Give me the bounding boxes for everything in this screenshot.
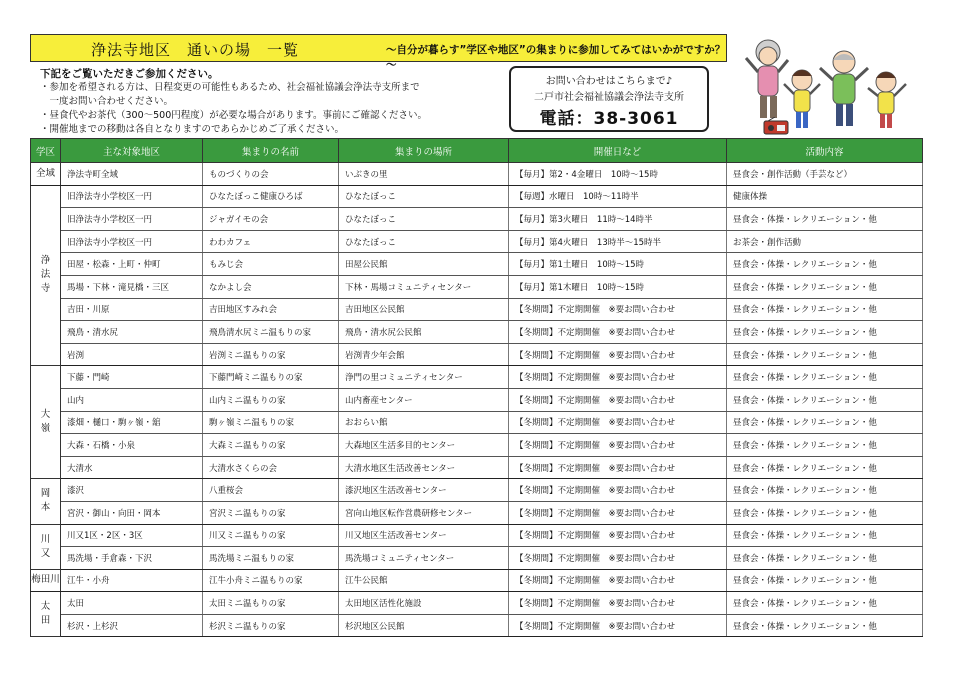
col-header-district: 学区 — [31, 139, 61, 163]
activity-cell: 昼食会・体操・レクリエーション・他 — [727, 321, 923, 344]
table-row — [31, 275, 923, 298]
area-cell: 江牛・小舟 — [61, 569, 203, 592]
table-row — [31, 321, 923, 344]
col-header-place: 集まりの場所 — [339, 139, 509, 163]
notes-line: ・開催地までの移動は各自となりますのであらかじめご了承ください。 — [40, 124, 345, 135]
place-cell: 漆沢地区生活改善センター — [339, 479, 509, 502]
place-cell: ひなたぼっこ — [339, 230, 509, 253]
notes-line: ・参加を希望される方は、日程変更の可能性もあるため、社会福祉協議会浄法寺支所まで — [40, 82, 420, 93]
area-cell: 川又1区・2区・3区 — [61, 524, 203, 547]
district-cell: 梅田川 — [31, 569, 61, 592]
place-cell: 大清水地区生活改善センター — [339, 456, 509, 479]
schedule-cell: 【冬期間】不定期開催 ※要お問い合わせ — [509, 479, 727, 502]
area-cell: 旧浄法寺小学校区一円 — [61, 185, 203, 208]
place-cell: 岩渕青少年会館 — [339, 343, 509, 366]
area-cell: 大清水 — [61, 456, 203, 479]
place-cell: 田屋公民館 — [339, 253, 509, 276]
area-cell: 馬洗場・手倉森・下沢 — [61, 547, 203, 570]
activity-cell: 昼食会・体操・レクリエーション・他 — [727, 524, 923, 547]
group-name-cell: 馬洗場ミニ温もりの家 — [203, 547, 339, 570]
contact-box — [509, 66, 709, 132]
page-title: 浄法寺地区 通いの場 一覧 — [91, 41, 300, 59]
col-header-activity: 活動内容 — [727, 139, 923, 163]
activity-cell: 昼食会・体操・レクリエーション・他 — [727, 388, 923, 411]
group-name-cell: ジャガイモの会 — [203, 208, 339, 231]
schedule-cell: 【冬期間】不定期開催 ※要お問い合わせ — [509, 501, 727, 524]
table-row — [31, 592, 923, 615]
area-cell: 飛鳥・清水尻 — [61, 321, 203, 344]
schedule-cell: 【冬期間】不定期開催 ※要お問い合わせ — [509, 343, 727, 366]
activity-cell: 昼食会・体操・レクリエーション・他 — [727, 343, 923, 366]
group-name-cell: 宮沢ミニ温もりの家 — [203, 501, 339, 524]
table-row — [31, 434, 923, 457]
district-cell: 大 嶺 — [31, 366, 61, 479]
activity-cell: 昼食会・体操・レクリエーション・他 — [727, 434, 923, 457]
activity-cell: 昼食会・創作活動（手芸など） — [727, 163, 923, 186]
table-row — [31, 456, 923, 479]
table-row — [31, 614, 923, 637]
table-header-row — [31, 139, 923, 163]
activity-cell: 昼食会・体操・レクリエーション・他 — [727, 298, 923, 321]
schedule-cell: 【毎月】第3火曜日 11時～14時半 — [509, 208, 727, 231]
place-cell: いぶきの里 — [339, 163, 509, 186]
area-cell: 太田 — [61, 592, 203, 615]
area-cell: 下藤・門崎 — [61, 366, 203, 389]
place-cell: 江牛公民館 — [339, 569, 509, 592]
schedule-cell: 【冬期間】不定期開催 ※要お問い合わせ — [509, 434, 727, 457]
radio-icon — [763, 117, 789, 135]
col-header-group-name: 集まりの名前 — [203, 139, 339, 163]
group-name-cell: 下藤門崎ミニ温もりの家 — [203, 366, 339, 389]
area-cell: 浄法寺町全域 — [61, 163, 203, 186]
place-cell: 吉田地区公民館 — [339, 298, 509, 321]
area-cell: 漆沢 — [61, 479, 203, 502]
contact-line1: お問い合わせはこちらまで♪ — [545, 76, 673, 87]
schedule-cell: 【冬期間】不定期開催 ※要お問い合わせ — [509, 592, 727, 615]
group-name-cell: 杉沢ミニ温もりの家 — [203, 614, 339, 637]
schedule-cell: 【冬期間】不定期開催 ※要お問い合わせ — [509, 547, 727, 570]
activity-cell: 昼食会・体操・レクリエーション・他 — [727, 275, 923, 298]
schedule-cell: 【冬期間】不定期開催 ※要お問い合わせ — [509, 366, 727, 389]
table-row — [31, 230, 923, 253]
district-cell: 太 田 — [31, 592, 61, 637]
notes-heading: 下記をご覧いただきご参加ください。 — [40, 68, 219, 80]
group-name-cell: なかよし会 — [203, 275, 339, 298]
table-row — [31, 411, 923, 434]
activity-cell: 昼食会・体操・レクリエーション・他 — [727, 411, 923, 434]
area-cell: 岩渕 — [61, 343, 203, 366]
area-cell: 宮沢・御山・向田・岡本 — [61, 501, 203, 524]
group-name-cell: 江牛小舟ミニ温もりの家 — [203, 569, 339, 592]
contact-phone: 電話：38-3061 — [539, 109, 679, 129]
group-name-cell: もみじ会 — [203, 253, 339, 276]
activity-cell: 昼食会・体操・レクリエーション・他 — [727, 253, 923, 276]
place-cell: 宮向山地区転作営農研修センター — [339, 501, 509, 524]
contact-line2: 二戸市社会福祉協議会浄法寺支所 — [534, 92, 684, 103]
place-cell: 山内畜産センター — [339, 388, 509, 411]
place-cell: ひなたぼっこ — [339, 185, 509, 208]
activity-cell: 昼食会・体操・レクリエーション・他 — [727, 614, 923, 637]
place-cell: 杉沢地区公民館 — [339, 614, 509, 637]
notes-block — [40, 67, 427, 137]
table-row — [31, 343, 923, 366]
table-row — [31, 253, 923, 276]
table-row — [31, 208, 923, 231]
table-row — [31, 388, 923, 411]
group-name-cell: ひなたぼっこ健康ひろば — [203, 185, 339, 208]
area-cell: 大森・石橋・小泉 — [61, 434, 203, 457]
district-cell: 浄 法 寺 — [31, 185, 61, 366]
place-cell: 川又地区生活改善センター — [339, 524, 509, 547]
schedule-cell: 【冬期間】不定期開催 ※要お問い合わせ — [509, 388, 727, 411]
district-cell: 岡 本 — [31, 479, 61, 524]
activity-cell: 昼食会・体操・レクリエーション・他 — [727, 547, 923, 570]
activity-cell: 昼食会・体操・レクリエーション・他 — [727, 479, 923, 502]
table-row — [31, 569, 923, 592]
schedule-cell: 【毎月】第1土曜日 10時～15時 — [509, 253, 727, 276]
table-row — [31, 501, 923, 524]
table-row — [31, 524, 923, 547]
group-name-cell: 川又ミニ温もりの家 — [203, 524, 339, 547]
group-name-cell: 太田ミニ温もりの家 — [203, 592, 339, 615]
table-row — [31, 479, 923, 502]
area-cell: 田屋・松森・上町・仲町 — [61, 253, 203, 276]
group-name-cell: 岩渕ミニ温もりの家 — [203, 343, 339, 366]
area-cell: 旧浄法寺小学校区一円 — [61, 230, 203, 253]
schedule-cell: 【毎月】第2・4金曜日 10時～15時 — [509, 163, 727, 186]
table-row — [31, 366, 923, 389]
group-name-cell: 駒ヶ嶺ミニ温もりの家 — [203, 411, 339, 434]
area-cell: 吉田・川原 — [61, 298, 203, 321]
schedule-cell: 【毎月】第4火曜日 13時半～15時半 — [509, 230, 727, 253]
group-name-cell: 八重桜会 — [203, 479, 339, 502]
col-header-area: 主な対象地区 — [61, 139, 203, 163]
page-subtitle: ～自分が暮らす”学区や地区”の集まりに参加してみてはいかがですか？～ — [386, 44, 726, 71]
activity-cell: 昼食会・体操・レクリエーション・他 — [727, 366, 923, 389]
place-cell: 下林・馬場コミュニティセンター — [339, 275, 509, 298]
schedule-cell: 【冬期間】不定期開催 ※要お問い合わせ — [509, 456, 727, 479]
activity-cell: 昼食会・体操・レクリエーション・他 — [727, 208, 923, 231]
area-cell: 山内 — [61, 388, 203, 411]
area-cell: 杉沢・上杉沢 — [61, 614, 203, 637]
table-row — [31, 185, 923, 208]
place-cell: 太田地区活性化施設 — [339, 592, 509, 615]
notes-line: 一度お問い合わせください。 — [40, 96, 174, 107]
group-name-cell: 飛鳥清水尻ミニ温もりの家 — [203, 321, 339, 344]
table-row — [31, 163, 923, 186]
place-cell: ひなたぼっこ — [339, 208, 509, 231]
place-cell: 馬洗場コミュニティセンター — [339, 547, 509, 570]
area-cell: 馬場・下林・滝見橋・三区 — [61, 275, 203, 298]
activity-cell: 昼食会・体操・レクリエーション・他 — [727, 501, 923, 524]
group-name-cell: 山内ミニ温もりの家 — [203, 388, 339, 411]
title-bar — [30, 34, 727, 71]
activity-cell: お茶会・創作活動 — [727, 230, 923, 253]
district-cell: 全域 — [31, 163, 61, 186]
place-cell: おおらい館 — [339, 411, 509, 434]
activity-cell: 昼食会・体操・レクリエーション・他 — [727, 456, 923, 479]
schedule-cell: 【冬期間】不定期開催 ※要お問い合わせ — [509, 524, 727, 547]
activity-cell: 健康体操 — [727, 185, 923, 208]
schedule-cell: 【冬期間】不定期開催 ※要お問い合わせ — [509, 298, 727, 321]
group-name-cell: わわカフェ — [203, 230, 339, 253]
notes-line: ・昼食代やお茶代（300～500円程度）が必要な場合があります。事前にご確認ください。 — [40, 110, 428, 121]
col-header-schedule: 開催日など — [509, 139, 727, 163]
schedule-cell: 【毎週】水曜日 10時～11時半 — [509, 185, 727, 208]
district-cell: 川 又 — [31, 524, 61, 569]
place-cell: 飛鳥・清水尻公民館 — [339, 321, 509, 344]
schedule-cell: 【冬期間】不定期開催 ※要お問い合わせ — [509, 411, 727, 434]
activity-cell: 昼食会・体操・レクリエーション・他 — [727, 569, 923, 592]
area-cell: 旧浄法寺小学校区一円 — [61, 208, 203, 231]
area-cell: 漆畑・樋口・駒ヶ嶺・舘 — [61, 411, 203, 434]
schedule-cell: 【毎月】第1木曜日 10時～15時 — [509, 275, 727, 298]
place-cell: 浄門の里コミュニティセンター — [339, 366, 509, 389]
group-name-cell: 吉田地区すみれ会 — [203, 298, 339, 321]
group-name-cell: 大清水さくらの会 — [203, 456, 339, 479]
group-name-cell: ものづくりの会 — [203, 163, 339, 186]
schedule-table — [30, 138, 923, 637]
table-row — [31, 547, 923, 570]
schedule-cell: 【冬期間】不定期開催 ※要お問い合わせ — [509, 321, 727, 344]
schedule-cell: 【冬期間】不定期開催 ※要お問い合わせ — [509, 569, 727, 592]
schedule-cell: 【冬期間】不定期開催 ※要お問い合わせ — [509, 614, 727, 637]
group-name-cell: 大森ミニ温もりの家 — [203, 434, 339, 457]
activity-cell: 昼食会・体操・レクリエーション・他 — [727, 592, 923, 615]
place-cell: 大森地区生活多目的センター — [339, 434, 509, 457]
table-row — [31, 298, 923, 321]
